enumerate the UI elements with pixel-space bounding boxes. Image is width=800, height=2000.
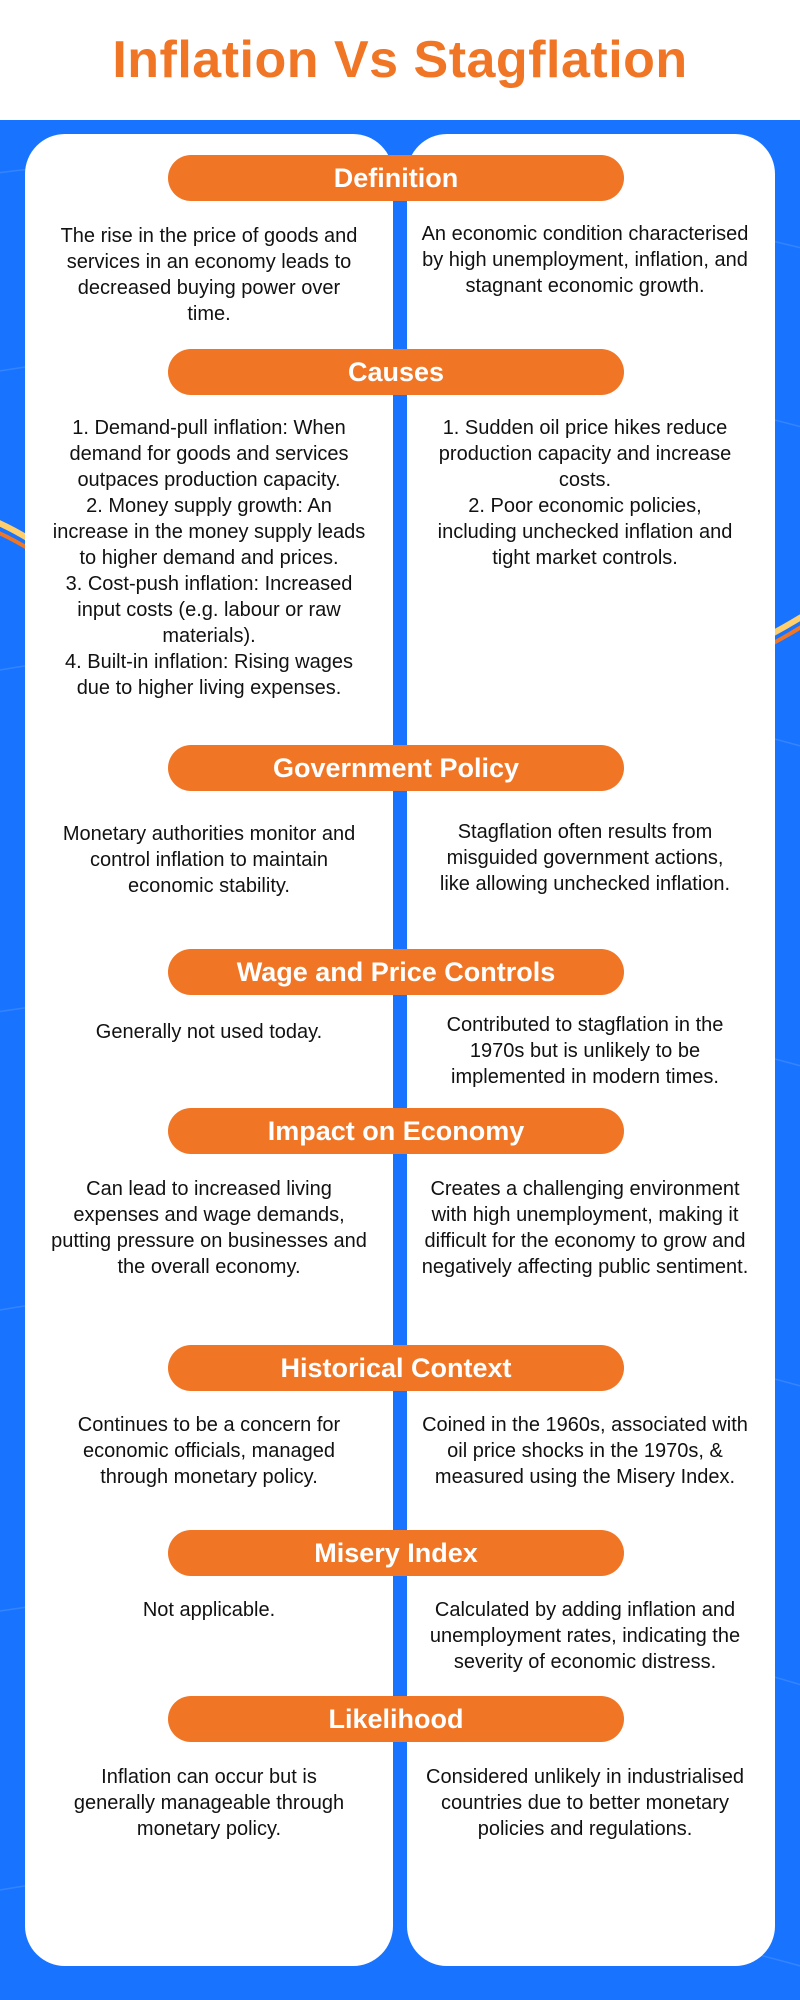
stagflation-definition-text: An economic condition characterised by high unemployment, inflation, and stagnant economic growth. <box>421 223 749 297</box>
stagflation-likelihood-text: Considered unlikely in industrialised countries due to better monetary policies and regulations. <box>426 1766 744 1840</box>
inflation-historical-context-text: Continues to be a concern for economic officials, managed through monetary policy. <box>77 1414 341 1488</box>
inflation-cause-2: 2. Money supply growth: An increase in the money supply leads to higher demand and prices. <box>52 495 366 569</box>
inflation-definition-text: The rise in the price of goods and services in an economy leads to decreased buying power over time. <box>60 225 358 325</box>
inflation-cause-3: 3. Cost-push inflation: Increased input costs (e.g. labour or raw materials). <box>65 573 353 647</box>
section-heading-government-policy: Government Policy <box>168 745 624 791</box>
inflation-likelihood-text: Inflation can occur but is generally manageable through monetary policy. <box>73 1766 345 1840</box>
section-heading-wage-and-price-controls: Wage and Price Controls <box>168 949 624 995</box>
stagflation-causes-list <box>435 415 735 571</box>
stagflation-government-policy-text: Stagflation often results from misguided government actions, like allowing unchecked inflation. <box>439 821 731 895</box>
section-heading-impact-on-economy: Impact on Economy <box>168 1108 624 1154</box>
inflation-cause-1: 1. Demand-pull inflation: When demand for goods and services outpaces production capacity. <box>69 417 349 491</box>
inflation-government-policy-text: Monetary authorities monitor and control inflation to maintain economic stability. <box>62 823 356 897</box>
section-heading-likelihood: Likelihood <box>168 1696 624 1742</box>
inflation-panel <box>25 134 393 1966</box>
inflation-impact-text: Can lead to increased living expenses and wage demands, putting pressure on businesses and the overall economy. <box>51 1178 367 1278</box>
section-heading-definition: Definition <box>168 155 624 201</box>
inflation-causes-list <box>50 415 368 701</box>
center-divider <box>393 134 407 1966</box>
stagflation-misery-index-text: Calculated by adding inflation and unemployment rates, indicating the severity of economic distress. <box>429 1599 741 1673</box>
stagflation-wage-controls-text: Contributed to stagflation in the 1970s but is unlikely to be implemented in modern times. <box>446 1014 724 1088</box>
stagflation-cause-1: 1. Sudden oil price hikes reduce production capacity and increase costs. <box>438 417 732 491</box>
stagflation-cause-2: 2. Poor economic policies, including unchecked inflation and tight market controls. <box>437 495 733 569</box>
inflation-misery-index-text: Not applicable. <box>142 1599 276 1621</box>
page-title: Inflation Vs Stagflation <box>112 31 688 89</box>
stagflation-impact-text: Creates a challenging environment with high unemployment, making it difficult for the economy to grow and negatively affecting public sentiment. <box>421 1178 749 1278</box>
section-heading-causes: Causes <box>168 349 624 395</box>
stagflation-historical-context-text: Coined in the 1960s, associated with oil price shocks in the 1970s, & measured using the Misery Index. <box>422 1414 748 1488</box>
title-bar <box>0 0 800 120</box>
inflation-wage-controls-text: Generally not used today. <box>95 1021 323 1043</box>
section-heading-misery-index: Misery Index <box>168 1530 624 1576</box>
section-heading-historical-context: Historical Context <box>168 1345 624 1391</box>
inflation-cause-4: 4. Built-in inflation: Rising wages due to higher living expenses. <box>65 651 353 699</box>
